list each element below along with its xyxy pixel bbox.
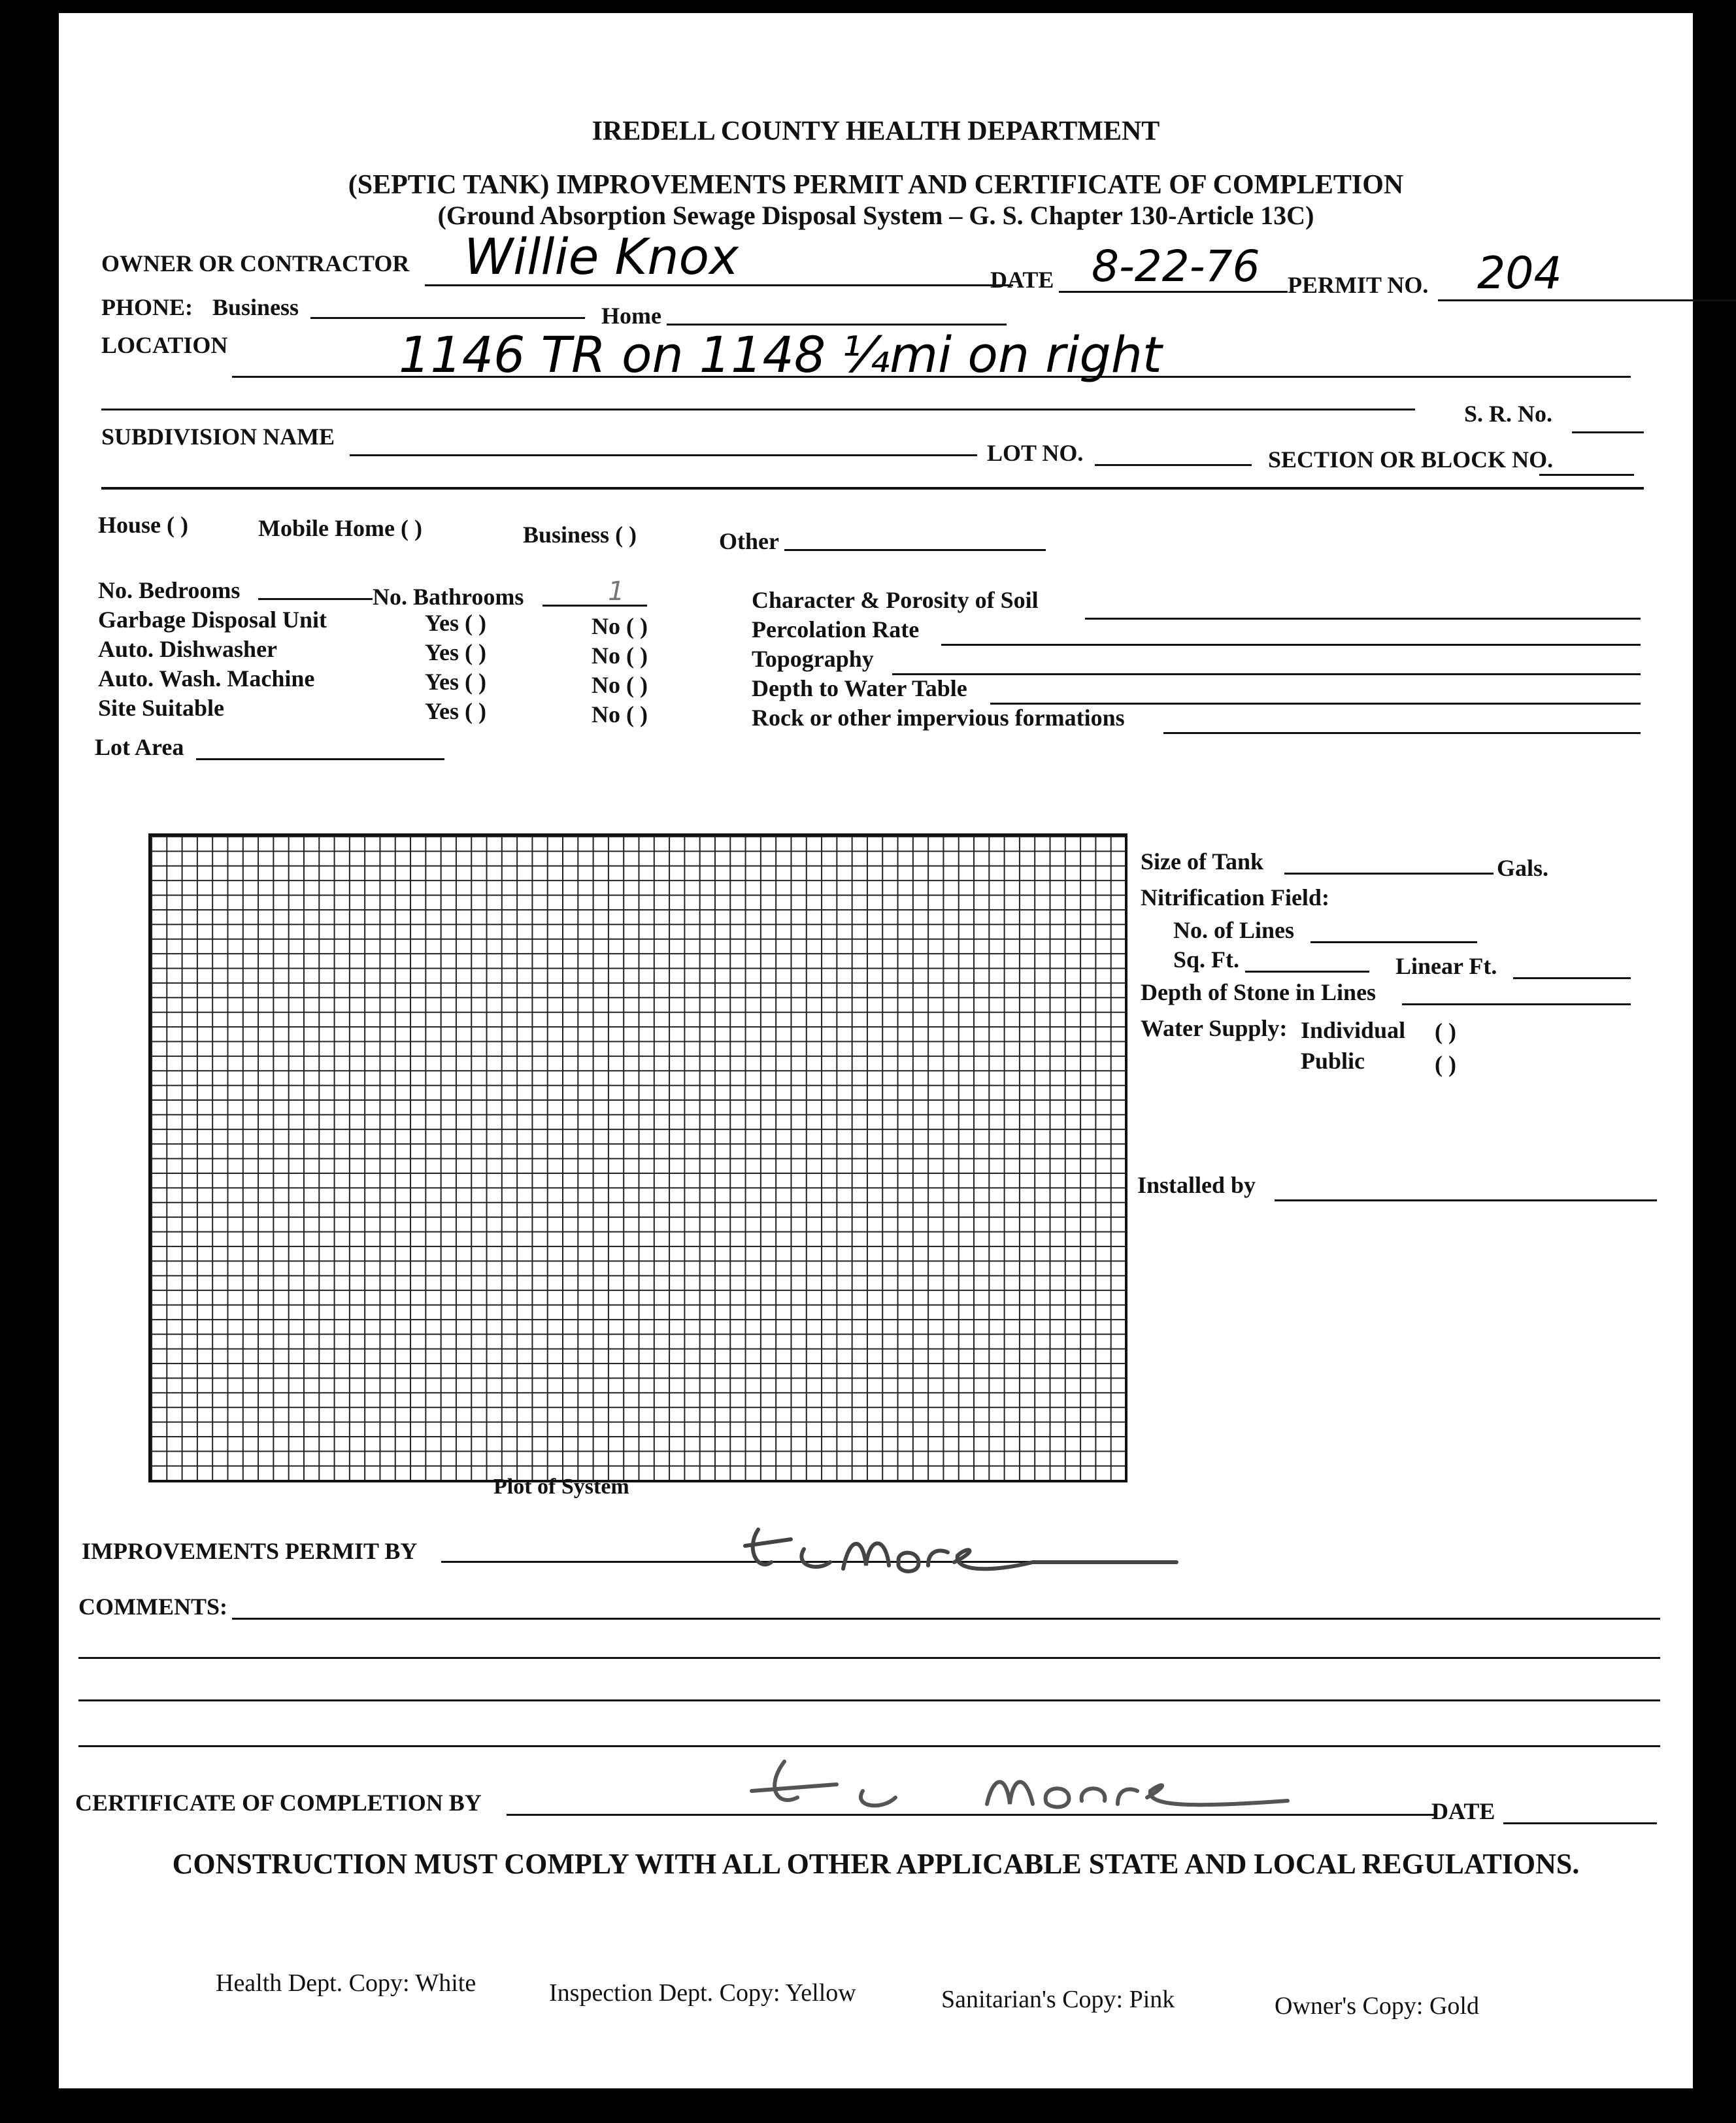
certificate-date-line: [1503, 1822, 1657, 1824]
installed-by-line: [1275, 1199, 1657, 1201]
dishwasher-label: Auto. Dishwasher: [98, 636, 278, 662]
other-label: Other: [719, 528, 779, 554]
date-label: DATE: [990, 267, 1054, 293]
permit-value: 204: [1477, 248, 1562, 299]
permit-label: PERMIT NO.: [1288, 272, 1429, 298]
gallons-label: Gals.: [1497, 855, 1549, 881]
linear-ft-label: Linear Ft.: [1395, 953, 1497, 979]
permit-form: [59, 13, 1693, 2088]
lot-area-line: [196, 758, 444, 760]
location-line-2: [101, 409, 1415, 410]
tank-size-line: [1284, 873, 1494, 875]
dishwasher-yes: Yes ( ): [425, 639, 486, 665]
rock-label: Rock or other impervious formations: [752, 705, 1125, 731]
comments-label: COMMENTS:: [78, 1594, 227, 1620]
house-option: House ( ): [98, 512, 188, 538]
owner-label: OWNER OR CONTRACTOR: [101, 250, 410, 276]
comments-line-2: [78, 1657, 1660, 1659]
water-individual-check: ( ): [1435, 1018, 1456, 1045]
bedrooms-line: [258, 598, 373, 600]
water-public-label: Public: [1301, 1048, 1365, 1074]
topography-label: Topography: [752, 646, 874, 672]
sr-number-label: S. R. No.: [1464, 401, 1553, 427]
form-subtitle: (Ground Absorption Sewage Disposal System – G. S. Chapter 130-Article 13C): [437, 201, 1314, 230]
phone-label: PHONE:: [101, 294, 193, 320]
soil-line: [1085, 618, 1641, 620]
location-label: LOCATION: [101, 332, 228, 358]
bathrooms-label: No. Bathrooms: [373, 584, 524, 610]
phone-home-label: Home: [601, 303, 661, 329]
bathrooms-line: [542, 605, 647, 607]
certificate-date-label: DATE: [1431, 1798, 1495, 1824]
subdivision-label: SUBDIVISION NAME: [101, 424, 335, 450]
percolation-line: [941, 644, 1641, 646]
soil-label: Character & Porosity of Soil: [752, 587, 1039, 613]
section-label: SECTION OR BLOCK NO.: [1268, 446, 1554, 473]
wash-machine-yes: Yes ( ): [425, 669, 486, 695]
lines-line: [1310, 941, 1477, 943]
stone-depth-line: [1402, 1003, 1631, 1005]
owner-value: Willie Knox: [464, 227, 739, 286]
nitrification-label: Nitrification Field:: [1141, 884, 1329, 911]
subdivision-line: [350, 454, 977, 456]
sqft-line: [1245, 971, 1369, 973]
section-line: [1539, 474, 1634, 476]
plot-grid: [148, 833, 1127, 1482]
certificate-signature: [712, 1735, 1301, 1820]
water-supply-label: Water Supply:: [1141, 1015, 1288, 1041]
garbage-disposal-label: Garbage Disposal Unit: [98, 607, 327, 633]
department-name: IREDELL COUNTY HEALTH DEPARTMENT: [592, 116, 1160, 146]
certificate-label: CERTIFICATE OF COMPLETION BY: [75, 1790, 482, 1816]
copy-inspection: Inspection Dept. Copy: Yellow: [549, 1979, 856, 2007]
lines-label: No. of Lines: [1173, 917, 1295, 943]
sqft-label: Sq. Ft.: [1173, 946, 1240, 973]
permit-line: [1438, 299, 1736, 301]
plot-label: Plot of System: [493, 1475, 629, 1499]
percolation-label: Percolation Rate: [752, 616, 920, 643]
form-title: (SEPTIC TANK) IMPROVEMENTS PERMIT AND CERTIFICATE OF COMPLETION: [348, 170, 1404, 200]
lot-number-line: [1095, 464, 1252, 466]
section-divider: [101, 487, 1644, 490]
improvements-signature: [732, 1510, 1190, 1582]
garbage-no: No ( ): [592, 613, 648, 639]
site-suitable-label: Site Suitable: [98, 695, 225, 721]
other-line: [784, 549, 1046, 551]
copy-health: Health Dept. Copy: White: [216, 1969, 476, 1997]
stone-depth-label: Depth of Stone in Lines: [1141, 979, 1377, 1005]
phone-business-label: Business: [212, 294, 299, 320]
lot-area-label: Lot Area: [95, 734, 184, 760]
garbage-yes: Yes ( ): [425, 610, 486, 636]
water-public-check: ( ): [1435, 1051, 1456, 1077]
bathrooms-value: 1: [608, 577, 625, 607]
installed-by-label: Installed by: [1137, 1172, 1256, 1198]
site-suitable-no: No ( ): [592, 701, 648, 727]
comments-line-1: [232, 1618, 1660, 1620]
location-value: 1146 TR on 1148 ¼mi on right: [399, 326, 1162, 384]
mobile-home-option: Mobile Home ( ): [258, 515, 422, 541]
comments-line-3: [78, 1699, 1660, 1701]
compliance-notice: CONSTRUCTION MUST COMPLY WITH ALL OTHER APPLICABLE STATE AND LOCAL REGULATIONS.: [172, 1848, 1580, 1880]
lot-number-label: LOT NO.: [987, 440, 1084, 466]
rock-line: [1163, 732, 1641, 734]
depth-water-label: Depth to Water Table: [752, 675, 967, 701]
sr-number-line: [1572, 431, 1644, 433]
copy-sanitarian: Sanitarian's Copy: Pink: [941, 1986, 1175, 2013]
linear-ft-line: [1513, 977, 1631, 979]
date-value: 8-22-76: [1092, 241, 1260, 292]
bedrooms-label: No. Bedrooms: [98, 577, 241, 603]
topography-line: [892, 673, 1641, 675]
wash-machine-no: No ( ): [592, 672, 648, 698]
phone-business-line: [310, 317, 585, 319]
water-individual-label: Individual: [1301, 1017, 1406, 1043]
wash-machine-label: Auto. Wash. Machine: [98, 665, 315, 692]
improvements-permit-label: IMPROVEMENTS PERMIT BY: [82, 1538, 418, 1564]
copy-owner: Owner's Copy: Gold: [1275, 1992, 1479, 2020]
business-option: Business ( ): [523, 522, 637, 548]
site-suitable-yes: Yes ( ): [425, 698, 486, 724]
tank-size-label: Size of Tank: [1141, 848, 1264, 875]
dishwasher-no: No ( ): [592, 643, 648, 669]
